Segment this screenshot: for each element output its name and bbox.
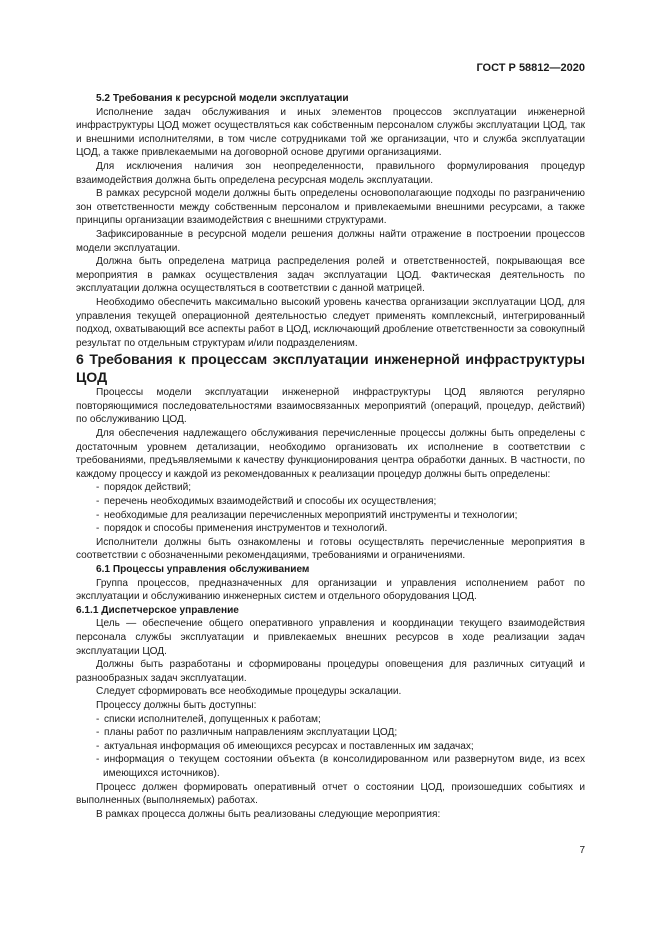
paragraph: Процессы модели эксплуатации инженерной инфраструктуры ЦОД являются регулярно повторяющимися последовательностями взаимосвязанных мероприятий (операций, процедур, действий) по обслуживанию ЦОД.	[76, 387, 585, 426]
list-item: - информация о текущем состоянии объекта (в консолидированном или развернутом виде, из всех имеющихся источников).	[96, 754, 585, 779]
paragraph: Исполнение задач обслуживания и иных элементов процессов эксплуатации инженерной инфраструктуры ЦОД может осуществляться как собственным персоналом службы эксплуатации ЦОД, так и внешними исполнителями, в том числе сотрудниками той же организации, что и служба эксплуатации ЦОД, а также привлекаемыми на договорной основе другими организациями.	[76, 106, 585, 159]
paragraph: Группа процессов, предназначенных для организации и управления исполнением работ по эксплуатации и обслуживанию инженерных систем и отдельного оборудования ЦОД.	[76, 577, 585, 603]
list-item: - актуальная информация об имеющихся ресурсах и поставленных им задачах;	[96, 740, 474, 752]
section-5-2-title: 5.2 Требования к ресурсной модели эксплуатации	[96, 93, 349, 104]
list-item: - порядок и способы применения инструментов и технологий.	[96, 523, 388, 535]
list-item: - необходимые для реализации перечисленных мероприятий инструменты и технологии;	[96, 509, 518, 521]
availability-list	[76, 713, 585, 781]
list-item: - порядок действий;	[96, 482, 192, 494]
paragraph: Должна быть определена матрица распределения ролей и ответственностей, покрывающая все мероприятия в рамках осуществления задач эксплуатации ЦОД. Фактическая деятельность по эксплуатации должна осуществляться в соответствии с данной матрицей.	[76, 256, 585, 295]
paragraph: Необходимо обеспечить максимально высокий уровень качества организации эксплуатации ЦОД, для управления текущей операционной деятельностью следует применять комплексный, интегрированный подход, охватывающий все аспекты работ в ЦОД, исключающий дробление ответственности за совокупный результат по отдельным структурам и/или подразделениям.	[76, 296, 585, 349]
paragraph: Зафиксированные в ресурсной модели решения должны найти отражение в построении процессов модели эксплуатации.	[76, 228, 585, 254]
section-6-title: 6 Требования к процессам эксплуатации инженерной инфраструктуры ЦОД	[76, 351, 585, 386]
paragraph: Исполнители должны быть ознакомлены и готовы осуществлять перечисленные мероприятия в соответствии с обозначенными рекомендациями, требованиями и ограничениями.	[76, 536, 585, 562]
paragraph: Процесс должен формировать оперативный отчет о состоянии ЦОД, произошедших событиях и выполненных (выполняемых) работах.	[76, 781, 585, 807]
paragraph: Процессу должны быть доступны:	[96, 699, 257, 711]
paragraph: Для исключения наличия зон неопределенности, правильного формулирования процедур взаимодействия должна быть определена ресурсная модель эксплуатации.	[76, 160, 585, 186]
paragraph: Должны быть разработаны и сформированы процедуры оповещения для различных ситуаций и разнообразных задач эксплуатации.	[76, 659, 585, 684]
standard-number: ГОСТ Р 58812—2020	[476, 62, 585, 74]
section-6-1-1-title: 6.1.1 Диспетчерское управление	[76, 604, 239, 616]
paragraph: В рамках процесса должны быть реализованы следующие мероприятия:	[96, 808, 441, 820]
paragraph: Цель — обеспечение общего оперативного управления и координации текущего взаимодействия персонала службы эксплуатации и привлекаемых внешних ресурсов в ходе реализации задач эксплуатации ЦОД.	[76, 618, 585, 657]
list-item: - планы работ по различным направлениям эксплуатации ЦОД;	[96, 727, 398, 739]
section-6-1-title: 6.1 Процессы управления обслуживанием	[96, 564, 310, 575]
document-body	[76, 92, 585, 821]
page-number: 7	[579, 845, 585, 856]
list-item: - перечень необходимых взаимодействий и способы их осуществления;	[96, 496, 437, 508]
list-item: - списки исполнителей, допущенных к работам;	[96, 713, 321, 725]
paragraph: В рамках ресурсной модели должны быть определены основополагающие подходы по разграничению зон ответственности между собственным персоналом и привлекаемыми внешними ресурсами, а также принципы организации взаимодействия с внешними структурами.	[76, 188, 585, 227]
paragraph: Следует сформировать все необходимые процедуры эскалации.	[96, 686, 402, 698]
paragraph: Для обеспечения надлежащего обслуживания перечисленные процессы должны быть определены с достаточным уровнем детализации, необходимо организовать их исполнение в соответствии с требованиями, предъявляемыми к качеству функционирования центра обработки данных. В частности, по каждому процессу и каждой из рекомендованных к реализации процедур должны быть определены:	[76, 428, 585, 480]
requirements-list	[76, 481, 585, 535]
